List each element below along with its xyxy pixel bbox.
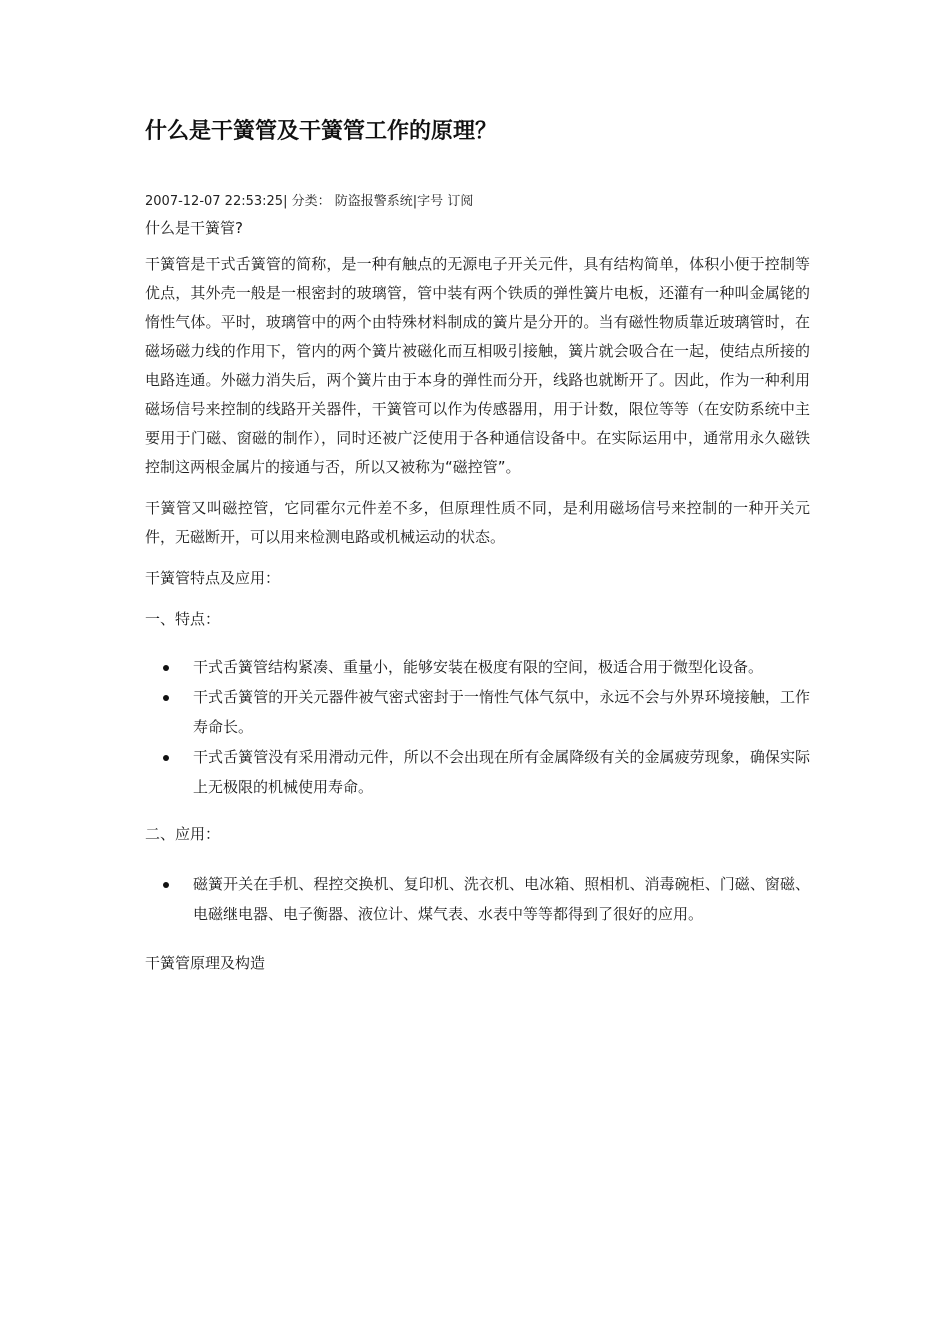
post-datetime: 2007-12-07 22:53:25 — [145, 194, 284, 209]
category-link[interactable]: 防盗报警系统 — [334, 194, 413, 209]
bullet-icon — [163, 755, 169, 761]
features-list — [145, 652, 810, 802]
section-two-heading: 二、应用： — [145, 825, 221, 843]
font-size-link[interactable]: 字号 — [417, 194, 444, 209]
list-item-text: 干式舌簧管没有采用滑动元件，所以不会出现在所有金属降级有关的金属疲劳现象，确保实际上无极限的机械使用寿命。 — [193, 748, 810, 796]
bullet-icon — [163, 665, 169, 671]
list-item-text: 磁簧开关在手机、程控交换机、复印机、洗衣机、电冰箱、照相机、消毒碗柜、门磁、窗磁、电磁继电器、电子衡器、液位计、煤气表、水表中等等都得到了很好的应用。 — [193, 875, 810, 923]
list-item — [145, 652, 810, 682]
bullet-icon — [163, 882, 169, 888]
category-label: 分类： — [291, 194, 331, 209]
list-item — [145, 742, 810, 802]
list-item — [145, 869, 810, 929]
article-title: 什么是干簧管及干簧管工作的原理？ — [145, 119, 498, 144]
list-item-text: 干式舌簧管的开关元器件被气密式密封于一惰性气体气氛中，永远不会与外界环境接触，工作寿命长。 — [193, 688, 810, 736]
section-one-heading: 一、特点： — [145, 610, 221, 628]
paragraph-magnetic: 干簧管又叫磁控管，它同霍尔元件差不多，但原理性质不同，是利用磁场信号来控制的一种开关元件，无磁断开，可以用来检测电路或机械运动的状态。 — [145, 499, 810, 546]
bullet-icon — [163, 695, 169, 701]
article — [145, 112, 810, 978]
features-heading: 干簧管特点及应用： — [145, 569, 281, 587]
meta-separator-2: | — [412, 194, 418, 209]
list-item — [145, 682, 810, 742]
subscribe-link[interactable]: 订阅 — [447, 194, 474, 209]
paragraph-intro: 干簧管是干式舌簧管的简称，是一种有触点的无源电子开关元件，具有结构简单，体积小便于控制等优点，其外壳一般是一根密封的玻璃管，管中装有两个铁质的弹性簧片电板，还灌有一种叫金属铑的惰性气体。平时，玻璃管中的两个由特殊材料制成的簧片是分开的。当有磁性物质靠近玻璃管时，在磁场磁力线的作用下，管内的两个簧片被磁化而互相吸引接触，簧片就会吸合在一起，使结点所接的电路连通。外磁力消失后，两个簧片由于本身的弹性而分开，线路也就断开了。因此，作为一种利用磁场信号来控制的线路开关器件，干簧管可以作为传感器用，用于计数，限位等等（在安防系统中主要用于门磁、窗磁的制作），同时还被广泛使用于各种通信设备中。在实际运用中，通常用永久磁铁控制这两根金属片的接通与否，所以又被称为“磁控管”。 — [145, 255, 810, 476]
article-meta — [145, 190, 810, 214]
principle-heading: 干簧管原理及构造 — [145, 954, 266, 972]
question-heading: 什么是干簧管? — [145, 219, 243, 237]
applications-list — [145, 869, 810, 929]
meta-separator: | — [283, 194, 288, 209]
list-item-text: 干式舌簧管结构紧凑、重量小，能够安装在极度有限的空间，极适合用于微型化设备。 — [193, 658, 764, 676]
